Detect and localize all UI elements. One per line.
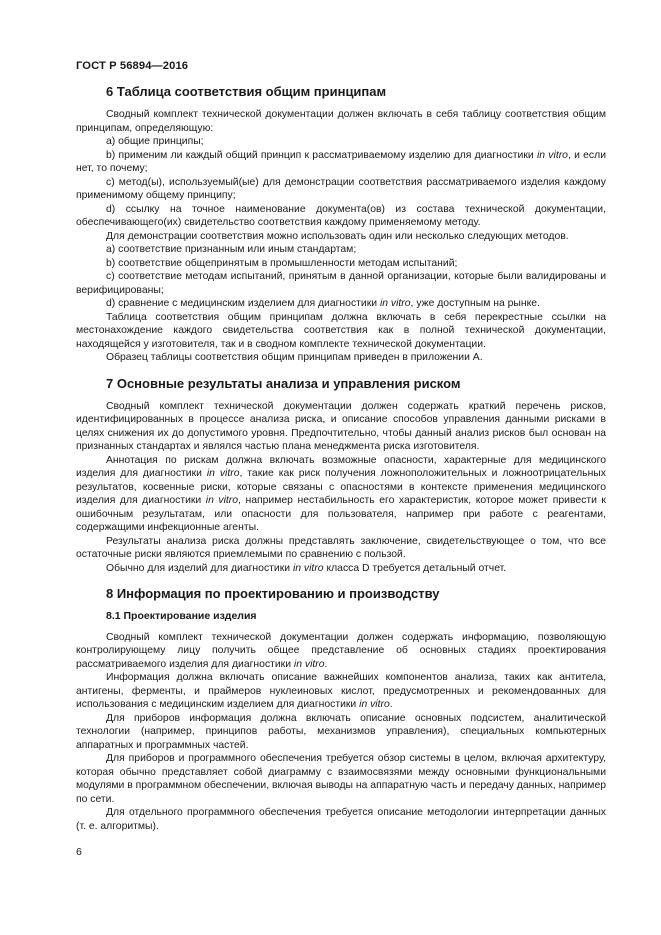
- section-6-title: 6 Таблица соответствия общим принципам: [106, 84, 387, 99]
- paragraph: Сводный комплект технической документации должен включать в себя таблицу соответствия общим принципам, определяющую:: [76, 109, 606, 134]
- paragraph: Результаты анализа риска должны представлять заключение, свидетельствующее о том, что все остаточные риски являются приемлемыми по сравнению с пользой.: [76, 535, 606, 560]
- paragraph: Для демонстрации соответствия можно использовать один или несколько следующих методов.: [106, 230, 569, 242]
- subsection-8-1-title: 8.1 Проектирование изделия: [106, 610, 257, 622]
- paragraph: Для приборов информация должна включать описание основных подсистем, аналитической технологии (например, принципов работы, механизмов управления), специальных компьютерных аппаратных и программных частей.: [76, 712, 606, 751]
- paragraph: Образец таблицы соответствия общим принципам приведен в приложении А.: [106, 352, 483, 363]
- document-body: [76, 84, 606, 833]
- list-item: b) соответствие общепринятым в промышленности методам испытаний;: [106, 257, 458, 269]
- list-item: d) ссылку на точное наименование документа(ов) из состава технической документации, обеспечивающего(их) свидетельство соответствия каждому применяемому методу.: [76, 203, 606, 228]
- paragraph: Сводный комплект технической документации должен содержать краткий перечень рисков, идентифицированных в процессе анализа риска, и описание способов управления данными рисками в целях снижения их до допустимого уровня. Предпочтительно, чтобы данный анализ рисков был основан на признанных стандартах и являлся частью плана менеджмента риска изготовителя.: [76, 400, 606, 452]
- list-item: c) соответствие методам испытаний, принятым в данной организации, которые были валидированы и верифицированы;: [76, 271, 606, 296]
- page-number: 6: [76, 846, 82, 858]
- paragraph: Аннотация по рискам должна включать возможные опасности, характерные для медицинского изделия для диагностики in vitro, такие как риск получения ложноположительных и ложноотрицательных результатов, косвенные риски, которые связаны с опасностями в контексте применения медицинского изделия для диагностики in vitro, например нестабильность его характеристик, которое может привести к ошибочным результатам, или опасности для пользователя, например при работе с реагентами, содержащими инфекционные агенты.: [76, 454, 606, 533]
- document-header: ГОСТ Р 56894—2016: [76, 60, 189, 72]
- paragraph: Для отдельного программного обеспечения требуется описание методологии интерпретации данных (т. е. алгоритмы).: [76, 807, 606, 832]
- paragraph: Обычно для изделий для диагностики in vitro класса D требуется детальный отчет.: [106, 562, 507, 574]
- list-item: b) применим ли каждый общий принцип к рассматриваемому изделию для диагностики in vitro, и если нет, то почему;: [76, 149, 606, 174]
- list-item: a) соответствие признанным или иным стандартам;: [106, 244, 357, 255]
- paragraph: Сводный комплект технической документации должен содержать информацию, позволяющую контролирующему лицу получить общее представление об основных стадиях проектирования рассматриваемого изделия для диагностики in vitro.: [76, 631, 606, 670]
- paragraph: Для приборов и программного обеспечения требуется обзор системы в целом, включая архитектуру, которая обычно представляет собой диаграмму с взаимосвязями между основными функциональными модулями в программном обеспечении, включая выводы на аппаратную часть и передачу данных, например по сети.: [76, 753, 606, 805]
- paragraph: Таблица соответствия общим принципам должна включать в себя перекрестные ссылки на местонахождение каждого свидетельства соответствия как в полной технической документации, находящейся у изготовителя, так и в сводном комплекте технической документации.: [76, 311, 606, 350]
- list-item: а) общие принципы;: [106, 136, 204, 147]
- section-7-title: 7 Основные результаты анализа и управления риском: [106, 375, 461, 391]
- paragraph: Информация должна включать описание важнейших компонентов анализа, таких как антитела, антигены, ферменты, и праймеров нуклеиновых кислот, предусмотренных и рекомендованных для использования с медицинским изделием для диагностики in vitro.: [76, 672, 606, 710]
- list-item: d) сравнение с медицинским изделием для диагностики in vitro, уже доступным на рынке.: [106, 298, 540, 309]
- section-8-title: 8 Информация по проектированию и производству: [106, 586, 440, 601]
- list-item: c) метод(ы), используемый(ые) для демонстрации соответствия рассматриваемого изделия каждому применимому общему принципу;: [76, 176, 606, 201]
